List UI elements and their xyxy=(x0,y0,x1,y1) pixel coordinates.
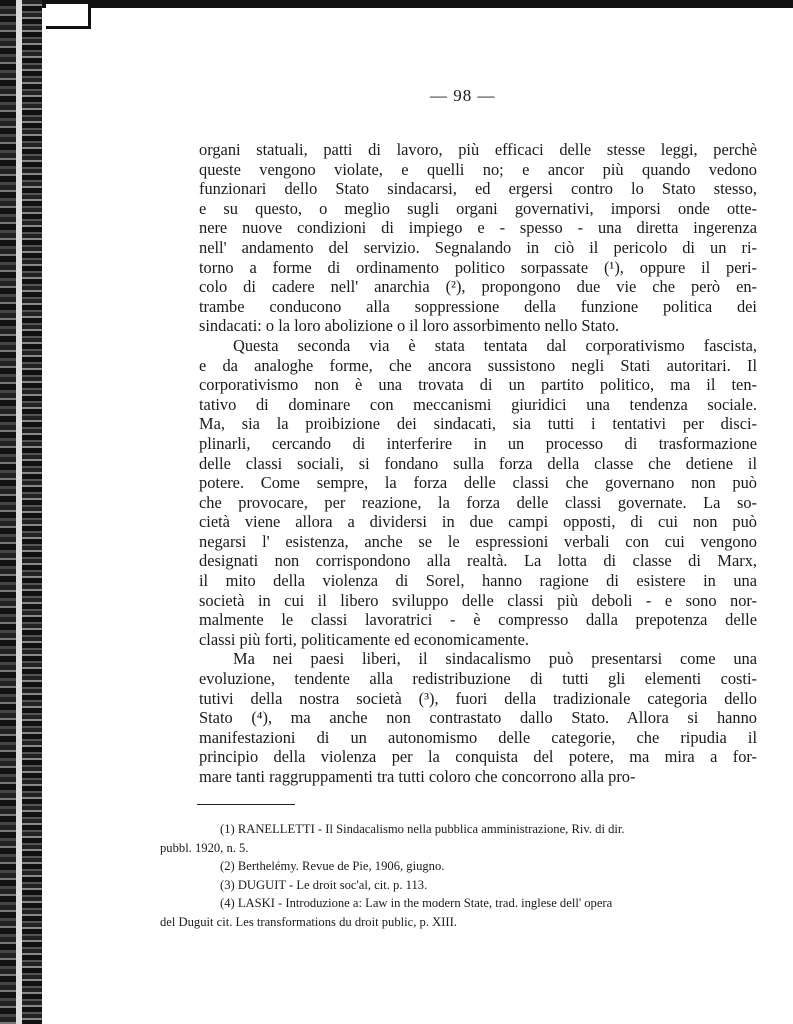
scan-binding-edge xyxy=(0,0,16,1024)
footnote-text: (4) LASKI - Introduzione a: Law in the modern State, trad. inglese dell' opera xyxy=(220,896,613,910)
text-line: nere nuove condizioni di impiego e - spesso - una diretta ingerenza xyxy=(199,218,757,238)
text-line: organi statuali, patti di lavoro, più efficaci delle stesse leggi, perchè xyxy=(199,140,757,159)
scan-binding-edge-inner xyxy=(22,0,42,1024)
text-line: tativo di dominare con meccanismi giuridici una tendenza sociale. xyxy=(199,394,757,414)
page-number: — 98 — xyxy=(430,86,496,105)
footnote-rule xyxy=(197,804,295,805)
text-line: classi più forti, politicamente ed economicamente. xyxy=(199,629,529,649)
text-line: Questa seconda via è stata tentata dal corporativismo fascista, xyxy=(233,335,757,355)
footnote xyxy=(160,876,752,895)
footnote-text: (2) Berthelémy. Revue de Pie, 1906, giugno. xyxy=(220,859,445,873)
text-line: e da analoghe forme, che ancora sussistono negli Stati autoritari. Il xyxy=(199,355,757,375)
text-line: trambe conducono alla soppressione della funzione politica dei xyxy=(199,296,757,316)
text-line: torno a forme di ordinamento politico sorpassate (¹), oppure il peri- xyxy=(199,257,757,277)
text-line: principio della violenza per la conquista del potere, ma mira a for- xyxy=(199,747,757,767)
text-line: delle classi sociali, si fondano sulla forza della classe che detiene il xyxy=(199,453,757,473)
text-line: evoluzione, tendente alla redistribuzione di tutti gli elementi costi- xyxy=(199,669,757,689)
text-line: Ma nei paesi liberi, il sindacalismo può presentarsi come una xyxy=(233,649,757,669)
text-line: corporativismo non è una trovata di un partito politico, ma il ten- xyxy=(199,375,757,395)
footnote-text: (1) RANELLETTI - Il Sindacalismo nella pubblica amministrazione, Riv. di dir. xyxy=(220,822,625,836)
text-line: che provocare, per reazione, la forza delle classi governate. La so- xyxy=(199,492,757,512)
text-line: colo di cadere nell' anarchia (²), propongono due vie che però en- xyxy=(199,277,757,297)
text-line: designati non corrispondono alla realtà. La lotta di classe di Marx, xyxy=(199,551,757,571)
footnote-text: (3) DUGUIT - Le droit soc'al, cit. p. 113. xyxy=(220,877,428,892)
text-line: Ma, sia la proibizione dei sindacati, sia tutti i tentativi per disci- xyxy=(199,414,757,434)
footnote-continuation: pubbl. 1920, n. 5. xyxy=(160,840,249,855)
scan-corner-tab xyxy=(46,4,91,29)
text-line: il mito della violenza di Sorel, hanno ragione di esistere in una xyxy=(199,571,757,591)
scan-top-edge xyxy=(0,0,793,8)
text-line: nell' andamento del servizio. Segnalando in ciò il pericolo di un ri- xyxy=(199,237,757,257)
text-line: queste vengono violate, e quelli no; e ancor più quando vedono xyxy=(199,159,757,179)
footnote xyxy=(160,857,752,876)
text-line: plinarli, cercando di interferire in un processo di trasformazione xyxy=(199,433,757,453)
text-line: Stato (⁴), ma anche non contrastato dallo Stato. Allora si hanno xyxy=(199,708,757,728)
text-line: e su questo, o meglio sugli organi governativi, imporsi onde otte- xyxy=(199,198,757,218)
text-line: sindacati: o la loro abolizione o il loro assorbimento nello Stato. xyxy=(199,316,620,336)
text-line: negarsi l' esistenza, anche se le espressioni verbali con cui vengono xyxy=(199,531,757,551)
body-text xyxy=(199,140,757,787)
footnote-continuation: del Duguit cit. Les transformations du droit public, p. XIII. xyxy=(160,914,457,929)
text-line: funzionari dello Stato sindacarsi, ed ergersi contro lo Stato stesso, xyxy=(199,179,757,199)
text-line: società in cui il libero sviluppo delle classi più deboli - e sono nor- xyxy=(199,590,757,610)
text-line: manifestazioni di un autonomismo delle categorie, che ripudia il xyxy=(199,727,757,747)
text-line: potere. Come sempre, la forza delle classi che governano non può xyxy=(199,473,757,493)
text-line: cietà viene allora a dividersi in due campi opposti, di cui non può xyxy=(199,512,757,532)
text-line: malmente le classi lavoratrici - è compresso dalla prepotenza delle xyxy=(199,610,757,630)
footnotes xyxy=(160,820,752,931)
text-line: mare tanti raggruppamenti tra tutti coloro che concorrono alla pro- xyxy=(199,767,636,786)
footnote xyxy=(160,894,752,931)
footnote xyxy=(160,820,752,857)
text-line: tutivi della nostra società (³), fuori della tradizionale categoria dello xyxy=(199,688,757,708)
